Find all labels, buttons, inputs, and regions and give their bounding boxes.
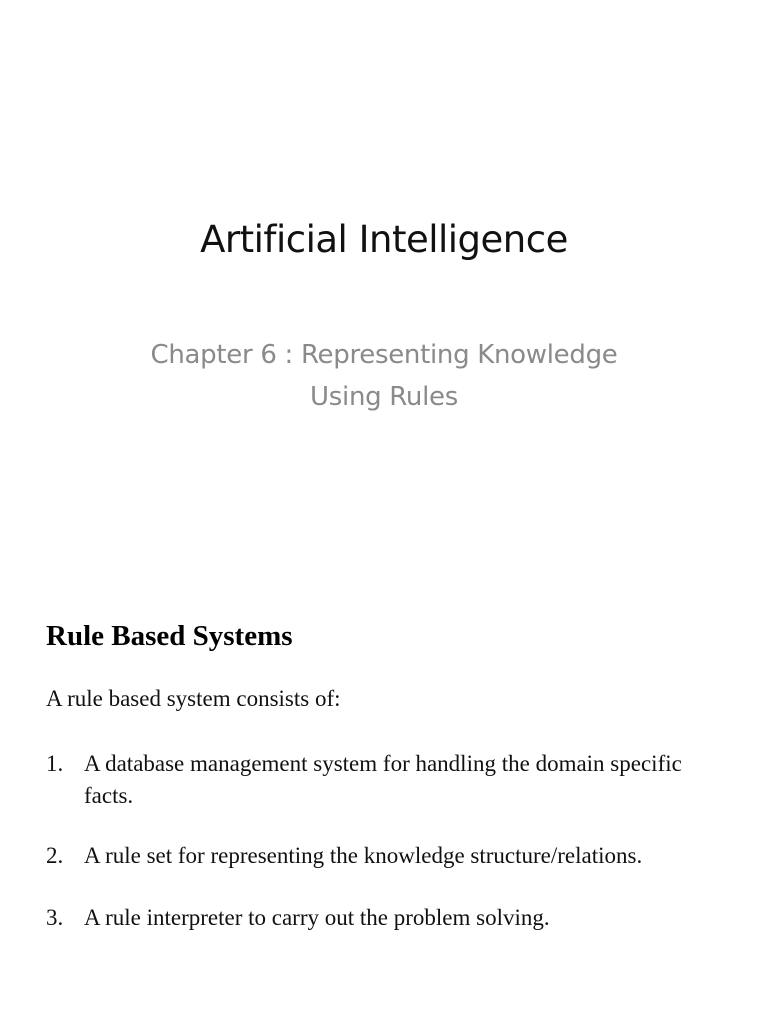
list-number: 3. <box>46 905 64 930</box>
list-number: 2. <box>46 843 64 868</box>
slide-subtitle <box>84 334 684 418</box>
list-number: 1. <box>46 751 64 776</box>
list-item <box>46 840 736 872</box>
subtitle-line-1: Chapter 6 : Representing Knowledge <box>150 340 618 370</box>
list-text: A rule interpreter to carry out the problem solving. <box>84 905 550 930</box>
section-heading: Rule Based Systems <box>46 620 293 652</box>
list-item <box>46 748 736 812</box>
slide-title: Artificial Intelligence <box>200 218 568 261</box>
content-slide <box>0 576 768 1024</box>
intro-text: A rule based system consists of: <box>46 686 341 711</box>
list-text: A database management system for handling the domain specific facts. <box>84 751 682 808</box>
list-text: A rule set for representing the knowledge structure/relations. <box>84 843 643 868</box>
subtitle-line-2: Using Rules <box>310 382 458 412</box>
list-item <box>46 902 736 934</box>
